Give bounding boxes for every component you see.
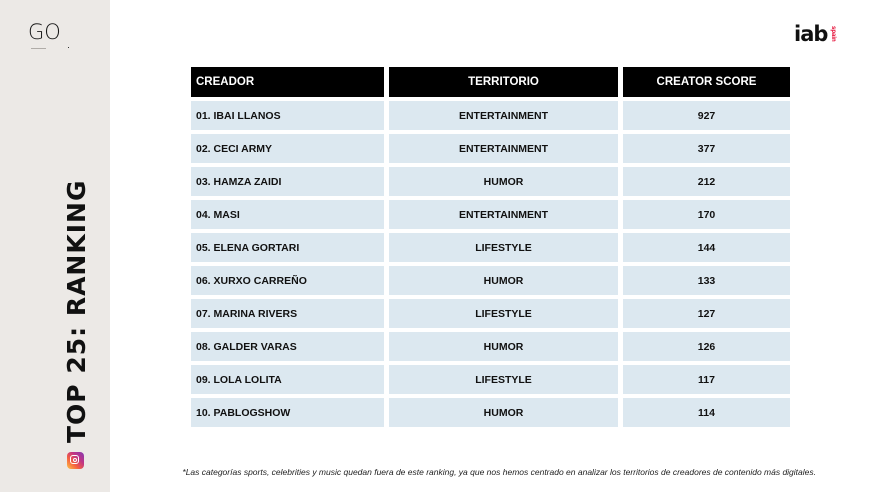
cell-creador: 07. MARINA RIVERS	[191, 299, 384, 328]
iab-logo-text: iab	[794, 22, 828, 46]
table-body	[191, 101, 790, 427]
cell-creador: 05. ELENA GORTARI	[191, 233, 384, 262]
table-row	[191, 233, 790, 262]
cell-score: 377	[623, 134, 790, 163]
table-row	[191, 299, 790, 328]
instagram-icon	[67, 452, 84, 469]
cell-territorio: LIFESTYLE	[389, 233, 618, 262]
cell-territorio: LIFESTYLE	[389, 299, 618, 328]
page-title: TOP 25: RANKING	[62, 179, 91, 443]
cell-score: 133	[623, 266, 790, 295]
cell-territorio: LIFESTYLE	[389, 365, 618, 394]
cell-score: 927	[623, 101, 790, 130]
cell-score: 144	[623, 233, 790, 262]
cell-score: 117	[623, 365, 790, 394]
table-row	[191, 200, 790, 229]
cell-creador: 03. HAMZA ZAIDI	[191, 167, 384, 196]
footnote: *Las categorías sports, celebrities y music quedan fuera de este ranking, ya que nos hemos centrado en analizar los territorios de creadores de contenido más digitales.	[182, 467, 816, 477]
table-row	[191, 398, 790, 427]
logo-underline	[31, 48, 46, 49]
iab-logo	[794, 22, 836, 46]
cell-score: 212	[623, 167, 790, 196]
cell-territorio: HUMOR	[389, 266, 618, 295]
iab-logo-subtext: spain	[830, 26, 836, 42]
cell-territorio: ENTERTAINMENT	[389, 101, 618, 130]
cell-creador: 01. IBAI LLANOS	[191, 101, 384, 130]
header-territorio: TERRITORIO	[389, 67, 618, 97]
table-row	[191, 332, 790, 361]
cell-territorio: ENTERTAINMENT	[389, 134, 618, 163]
table-row	[191, 167, 790, 196]
cell-score: 114	[623, 398, 790, 427]
cell-creador: 06. XURXO CARREÑO	[191, 266, 384, 295]
cell-territorio: HUMOR	[389, 332, 618, 361]
logo-dot	[68, 47, 69, 48]
table-header	[191, 67, 790, 97]
cell-territorio: HUMOR	[389, 167, 618, 196]
cell-creador: 09. LOLA LOLITA	[191, 365, 384, 394]
table-row	[191, 266, 790, 295]
cell-creador: 04. MASI	[191, 200, 384, 229]
cell-territorio: ENTERTAINMENT	[389, 200, 618, 229]
go-logo: GO	[28, 20, 61, 44]
header-creator-score: CREATOR SCORE	[623, 67, 790, 97]
ranking-table	[191, 67, 790, 431]
instagram-icon-lens	[73, 458, 78, 463]
cell-creador: 08. GALDER VARAS	[191, 332, 384, 361]
cell-creador: 10. PABLOGSHOW	[191, 398, 384, 427]
table-row	[191, 101, 790, 130]
cell-creador: 02. CECI ARMY	[191, 134, 384, 163]
table-row	[191, 365, 790, 394]
table-row	[191, 134, 790, 163]
header-creador: CREADOR	[191, 67, 384, 97]
cell-score: 170	[623, 200, 790, 229]
cell-score: 127	[623, 299, 790, 328]
sidebar	[0, 0, 110, 492]
cell-score: 126	[623, 332, 790, 361]
cell-territorio: HUMOR	[389, 398, 618, 427]
